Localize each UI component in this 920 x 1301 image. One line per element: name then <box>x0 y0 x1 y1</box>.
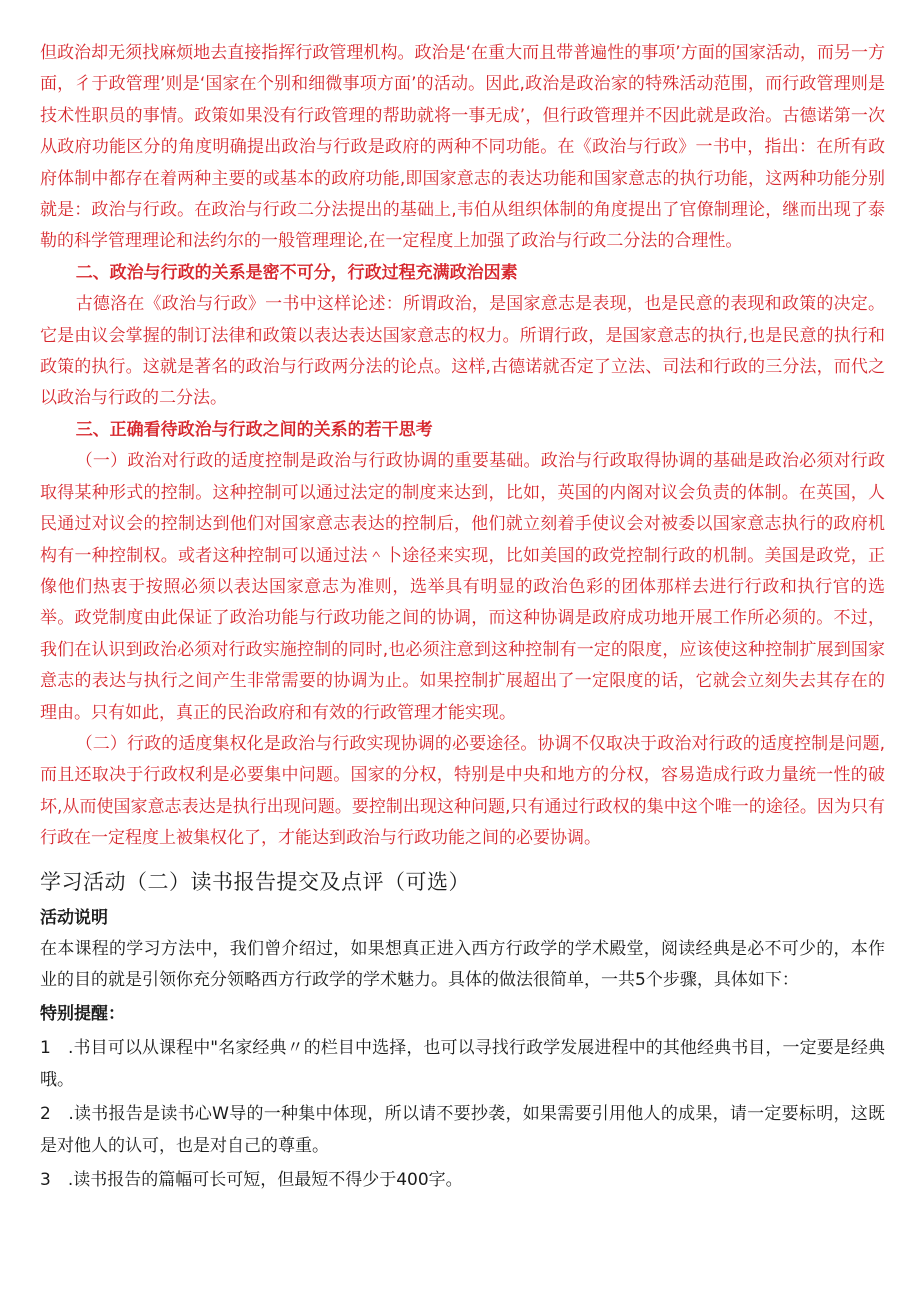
reminder-list <box>40 1032 885 1196</box>
paragraph-control: （一）政治对行政的适度控制是政治与行政协调的重要基础。政治与行政取得协调的基础是政治必须对行政取得某种形式的控制。这种控制可以通过法定的制度来达到，比如，英国的内阁对议会负责的体制。在英国，人民通过对议会的控制达到他们对国家意志表达的控制后，他们就立刻着手使议会对被委以国家意志执行的政府机构有一种控制权。或者这种控制可以通过法＾卜途径来实现，比如美国的政党控制行政的机制。美国是政党，正像他们热衷于按照必须以表达国家意志为准则，选举具有明显的政治色彩的团体那样去进行行政和执行官的选举。政党制度由此保证了政治功能与行政功能之间的协调，而这种协调是政府成功地开展工作所必须的。不过，我们在认识到政治必须对行政实施控制的同时,也必须注意到这种控制有一定的限度，应该使这种控制扩展到国家意志的表达与执行之间产生非常需要的协调为止。如果控制扩展超出了一定限度的话，它就会立刻失去其存在的理由。只有如此，真正的民治政府和有效的行政管理才能实现。 <box>40 451 885 723</box>
activity-title: 学习活动（二）读书报告提交及点评（可选） <box>40 869 470 894</box>
activity-description-heading: 活动说明 <box>40 907 108 928</box>
list-item: 2 .读书报告是读书心W导的一种集中体现，所以请不要抄袭，如果需要引用他人的成果，请一定要标明，这既是对他人的认可，也是对自己的尊重。 <box>40 1104 885 1157</box>
paragraph-goodnow: 古德洛在《政治与行政》一书中这样论述：所谓政治，是国家意志是表现，也是民意的表现和政策的决定。它是由议会掌握的制订法律和政策以表达表达国家意志的权力。所谓行政，是国家意志的执行,也是民意的执行和政策的执行。这就是著名的政治与行政两分法的论点。这样,古德诺就否定了立法、司法和行政的三分法，而代之以政治与行政的二分法。 <box>40 294 885 409</box>
red-section <box>40 38 885 855</box>
paragraph-centralization: （二）行政的适度集权化是政治与行政实现协调的必要途径。协调不仅取决于政治对行政的适度控制是问题,而且还取决于行政权利是必要集中问题。国家的分权，特别是中央和地方的分权，容易造成行政力量统一性的破坏,从而使国家意志表达是执行出现问题。要控制出现这种问题,只有通过行政权的集中这个唯一的途径。因为只有行政在一定程度上被集权化了，才能达到政治与行政功能之间的必要协调。 <box>40 733 885 849</box>
reminder-heading: 特别提醒： <box>40 1003 125 1024</box>
paragraph-politics-admin: 但政治却无须找麻烦地去直接指挥行政管理机构。政治是‘在重大而且带普遍性的事项’方面的国家活动，而另一方面，彳于政管理’则是‘国家在个别和细微事项方面’的活动。因此,政治是政治家的特殊活动范围，而行政管理则是技术性职员的事情。政策如果没有行政管理的帮助就将一事无成’，但行政管理并不因此就是政治。古德诺第一次从政府功能区分的角度明确提出政治与行政是政府的两种不同功能。在《政治与行政》一书中，指出：在所有政府体制中都存在着两种主要的或基本的政府功能,即国家意志的表达功能和国家意志的执行功能，这两种功能分别就是：政治与行政。在政治与行政二分法提出的基础上,韦伯从组织体制的角度提出了官僚制理论，继而出现了泰勒的科学管理理论和法约尔的一般管理理论,在一定程度上加强了政治与行政二分法的合理性。 <box>40 43 885 252</box>
activity-description: 在本课程的学习方法中，我们曾介绍过，如果想真正进入西方行政学的学术殿堂，阅读经典是必不可少的，本作业的目的就是引领你充分领略西方行政学的学术魅力。具体的做法很简单，一共5个步骤，具体如下： <box>40 938 885 991</box>
section-heading-2: 二、政治与行政的关系是密不可分，行政过程充满政治因素 <box>75 262 518 283</box>
document-page <box>40 38 885 1196</box>
list-item: 1 .书目可以从课程中"名家经典〃的栏目中选择，也可以寻找行政学发展进程中的其他经典书目，一定要是经典哦。 <box>40 1038 885 1091</box>
section-heading-3: 三、正确看待政治与行政之间的关系的若干思考 <box>75 419 433 440</box>
list-item: 3 .读书报告的篇幅可长可短，但最短不得少于400字。 <box>40 1170 463 1191</box>
activity-section <box>40 867 885 1197</box>
